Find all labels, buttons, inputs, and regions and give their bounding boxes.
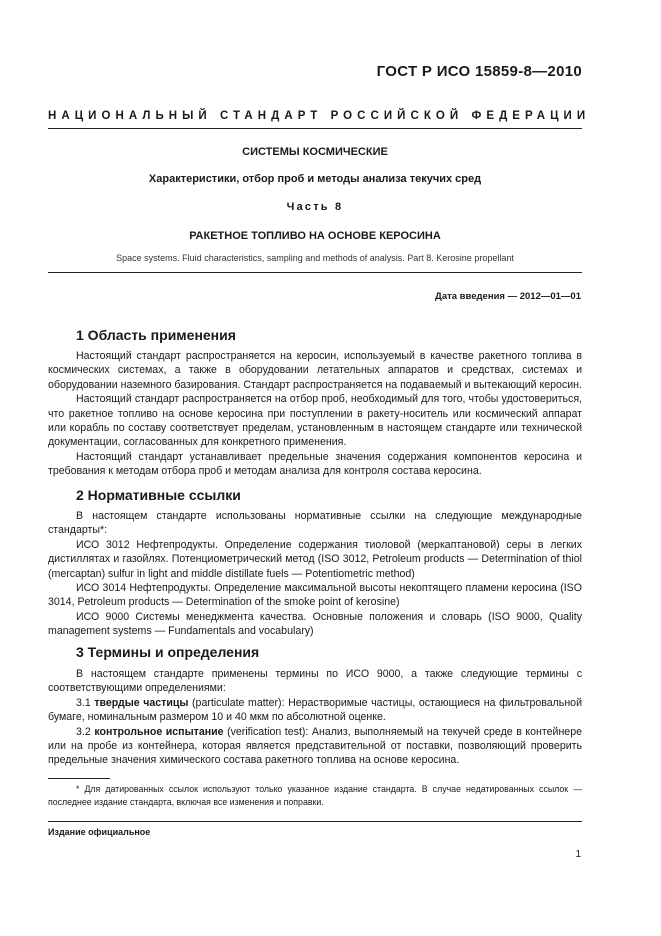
national-standard-banner: НАЦИОНАЛЬНЫЙ СТАНДАРТ РОССИЙСКОЙ ФЕДЕРАЦИИ — [48, 110, 591, 122]
footnote-rule — [48, 778, 110, 779]
section-1-body — [48, 349, 582, 479]
title-part: Часть 8 — [286, 201, 344, 213]
title-english: Space systems. Fluid characteristics, sampling and methods of analysis. Part 8. Kerosine propellant — [116, 253, 514, 263]
section-2-paragraph: В настоящем стандарте использованы нормативные ссылки на следующие международные стандарты*: — [48, 510, 582, 537]
section-2-heading: 2 Нормативные ссылки — [76, 487, 241, 503]
section-3-body — [48, 667, 582, 768]
title-rule — [48, 272, 582, 273]
intro-date: Дата введения — 2012—01—01 — [435, 291, 581, 302]
section-1-heading: 1 Область применения — [76, 327, 236, 343]
term-number: 3.1 — [76, 696, 91, 709]
section-1-paragraph: Настоящий стандарт распространяется на отбор проб, необходимый для того, чтобы удостовериться, что ракетное топливо на основе керосина при поступлении в ракету-носитель или космический аппарат или корабль по составу соответствует пределам, установленным в настоящем стандарте или технической документации, согласованных для конкретного применения. — [48, 393, 582, 449]
term-name: контрольное испытание — [94, 725, 224, 738]
page-number: 1 — [575, 849, 581, 860]
term-number: 3.2 — [76, 725, 91, 738]
title-line-2: Характеристики, отбор проб и методы анализа текучих сред — [148, 173, 482, 185]
section-2-body — [48, 509, 582, 639]
term-3-2 — [48, 725, 582, 768]
section-1-paragraph: Настоящий стандарт устанавливает предельные значения содержания компонентов керосина и требования к методам отбора проб и методам анализа для контроля состава керосина. — [48, 450, 582, 478]
section-2-paragraph: ИСО 3014 Нефтепродукты. Определение максимальной высоты некоптящего пламени керосина (ISO 3014, Petroleum products — Determination of the smoke point of kerosine) — [48, 582, 582, 609]
title-line-1: СИСТЕМЫ КОСМИЧЕСКИЕ — [242, 146, 388, 158]
term-3-1 — [48, 696, 582, 725]
footer-rule — [48, 821, 582, 822]
term-name: твердые частицы — [94, 696, 189, 709]
title-line-3: РАКЕТНОЕ ТОПЛИВО НА ОСНОВЕ КЕРОСИНА — [189, 230, 441, 242]
section-2-paragraph: ИСО 3012 Нефтепродукты. Определение содержания тиоловой (меркаптановой) серы в легких дистиллятах и газойлях. Потенциометрический метод (ISO 3012, Petroleum products — Determination of thiol (mercaptan) sulfur in light and middle distillate fuels — Potentiometric method) — [48, 538, 582, 580]
edition-label: Издание официальное — [48, 827, 151, 837]
header-rule — [48, 128, 582, 129]
footnote — [48, 783, 582, 809]
section-1-paragraph: Настоящий стандарт распространяется на керосин, используемый в качестве ракетного топлива в космических системах, а также в оборудовании летательных аппаратов и средствах, системах и оборудовании наземного базирования. Стандарт распространяется на подаваемый и вытекающий керосин. — [48, 350, 582, 391]
section-2-paragraph: ИСО 9000 Системы менеджмента качества. Основные положения и словарь (ISO 9000, Quality management systems — Fundamentals and vocabulary) — [48, 610, 582, 638]
term-definition: (verification test): Анализ, выполняемый на текучей среде в контейнере или на пробе из контейнера, которая является представительной от поставки, позволяющий проверить предельные значения химического состава ракетного топлива на основе керосина. — [48, 725, 582, 767]
section-3-heading: 3 Термины и определения — [76, 644, 260, 660]
standard-code: ГОСТ Р ИСО 15859-8—2010 — [376, 63, 582, 80]
footnote-text: * Для датированных ссылок используют только указанное издание стандарта. В случае недатированных ссылок — последнее издание стандарта, включая все изменения и поправки. — [48, 784, 582, 807]
term-definition: (particulate matter): Нерастворимые частицы, остающиеся на фильтровальной бумаге, номинальным размером 10 и 40 мкм по абсолютной оценке. — [48, 696, 582, 724]
section-3-paragraph: В настоящем стандарте применены термины по ИСО 9000, а также следующие термины с соответствующими определениями: — [48, 668, 582, 695]
